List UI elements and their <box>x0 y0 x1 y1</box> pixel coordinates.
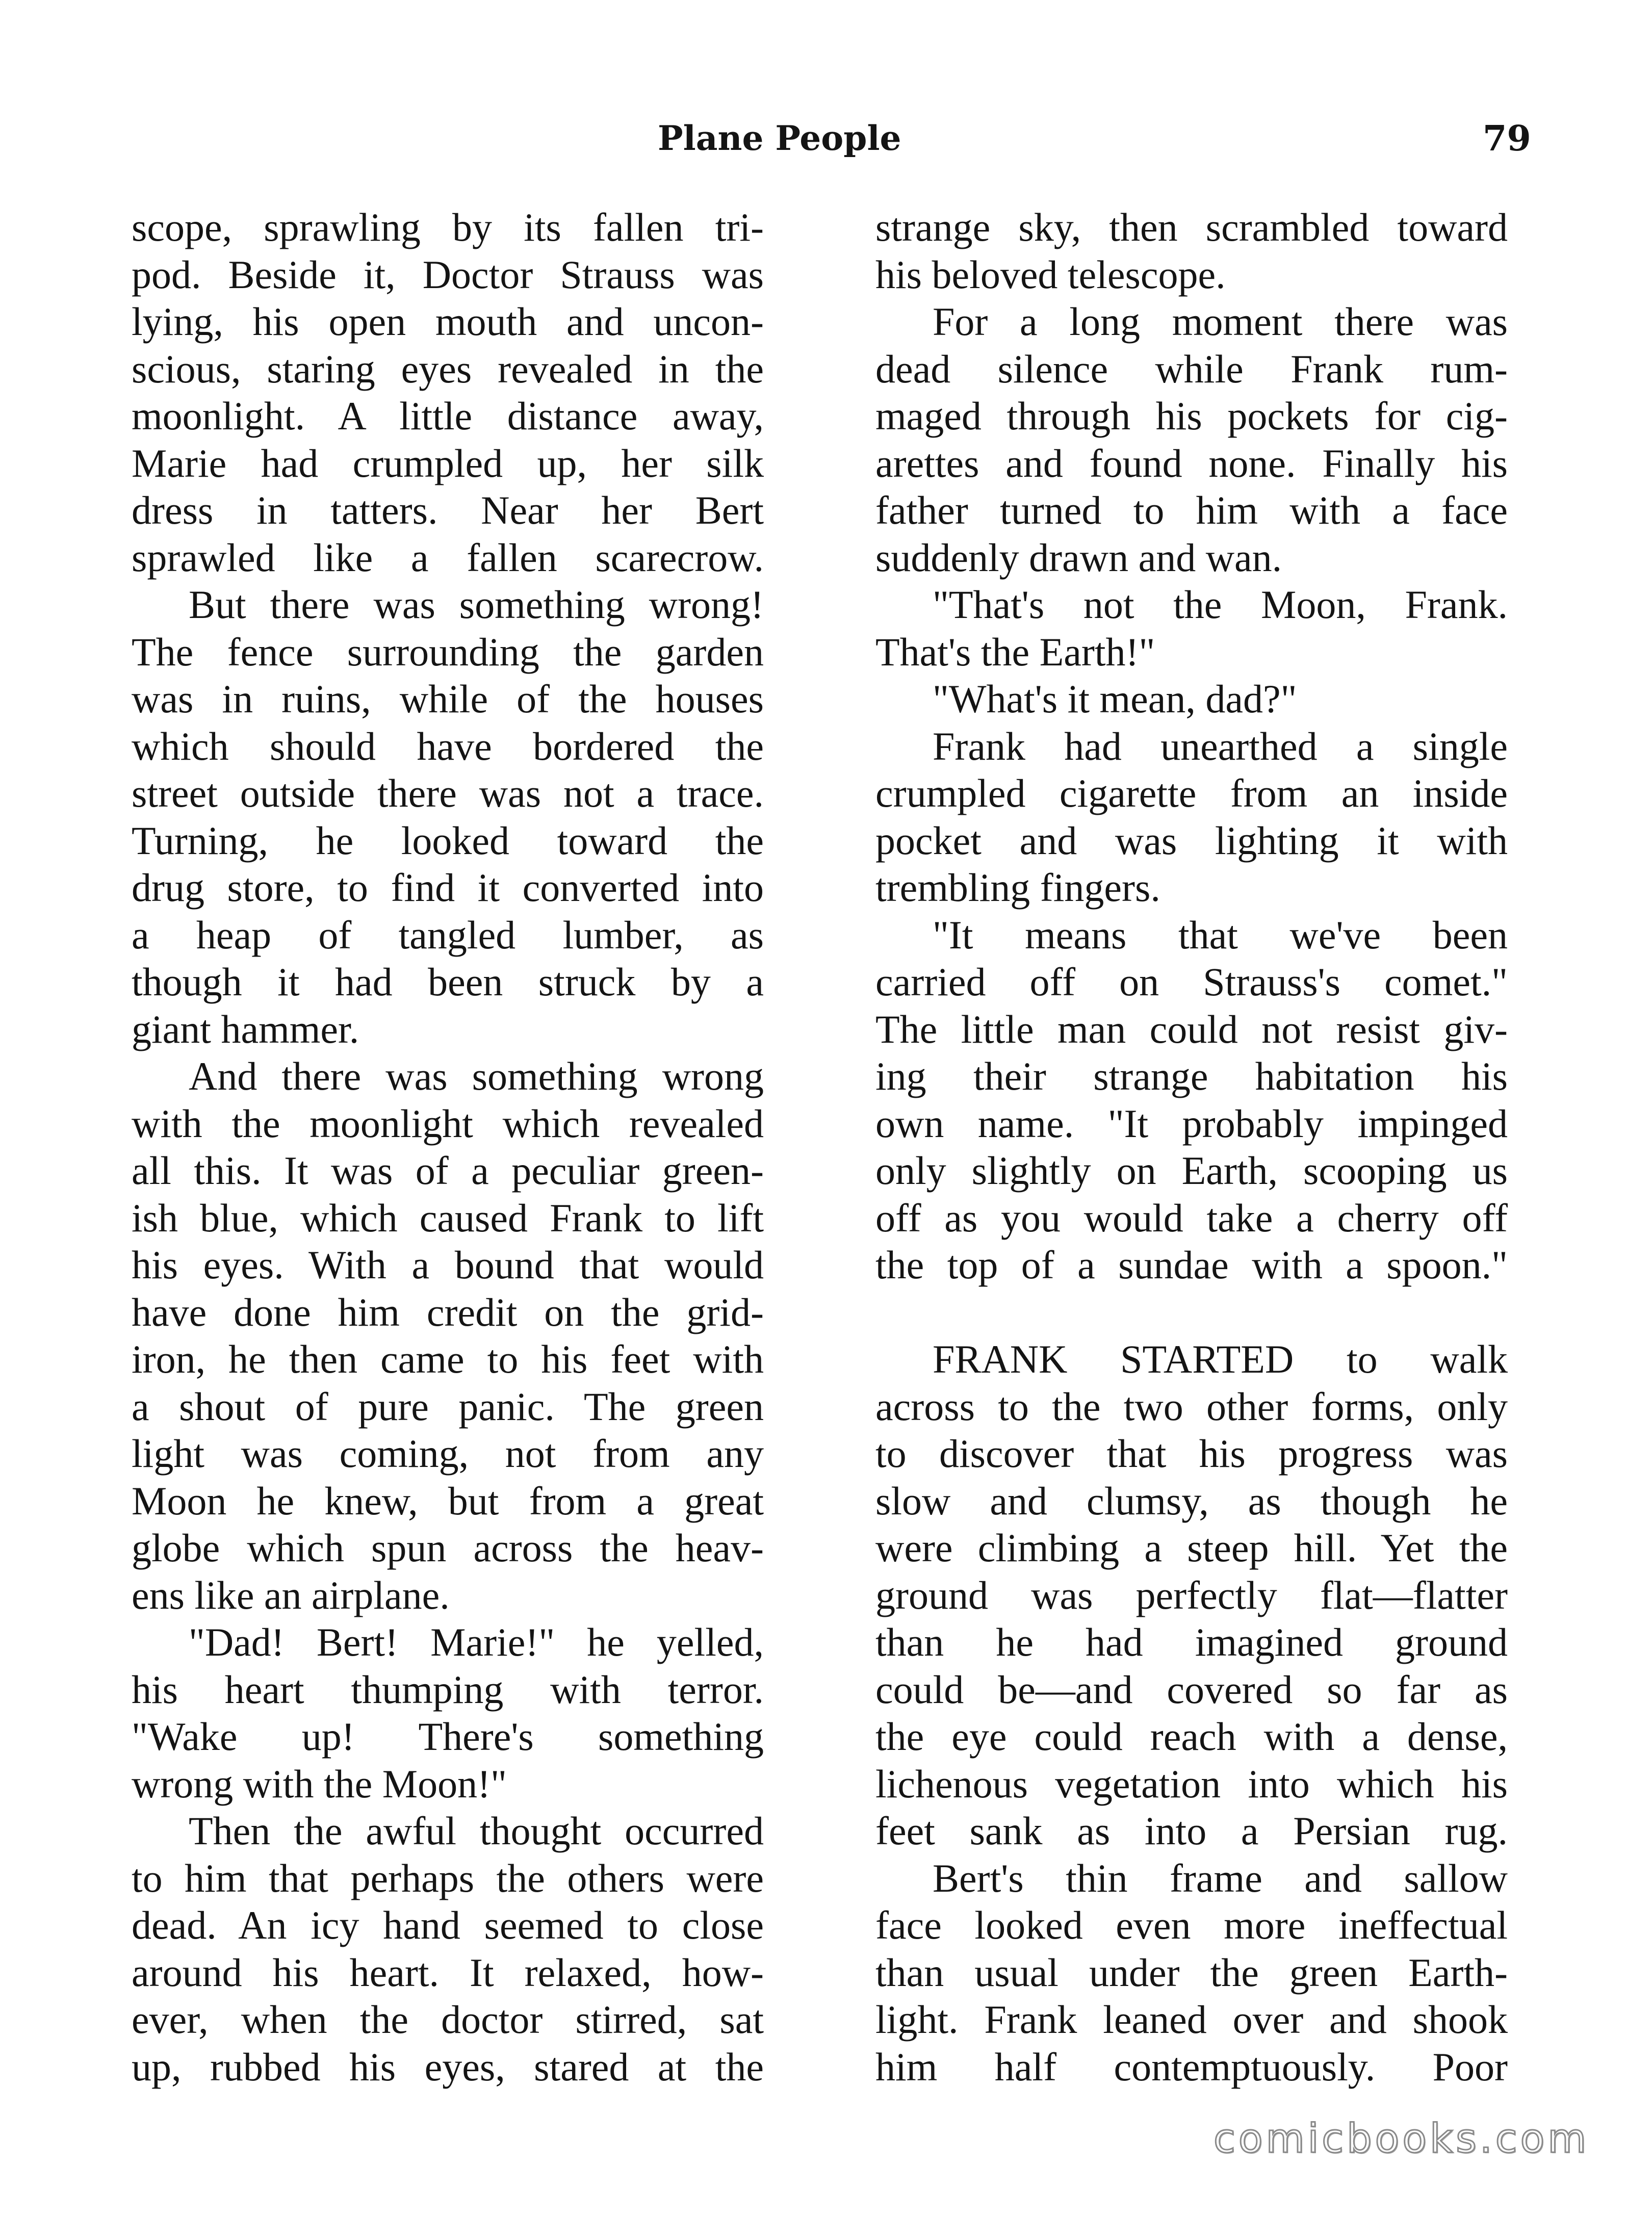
text-line: face looked even more ineffectual <box>875 1903 1508 1947</box>
text-line: dead silence while Frank rum- <box>875 346 1508 391</box>
text-line: across to the two other forms, only <box>875 1384 1508 1429</box>
text-line: than he had imagined ground <box>875 1620 1508 1664</box>
text-line: sprawled like a fallen scarecrow. <box>132 535 764 580</box>
text-line: up, rubbed his eyes, stared at the <box>132 2044 764 2089</box>
left-text-column <box>132 204 764 2091</box>
paragraph-start-line: Bert's thin frame and sallow <box>933 1855 1508 1900</box>
text-line: than usual under the green Earth- <box>875 1950 1508 1995</box>
text-line: arettes and found none. Finally his <box>875 441 1508 485</box>
text-line: lying, his open mouth and uncon- <box>132 299 764 344</box>
text-line: was in ruins, while of the houses <box>132 677 764 721</box>
right-text-column <box>875 204 1508 2091</box>
paragraph-start-line: But there was something wrong! <box>189 582 764 627</box>
text-line: street outside there was not a trace. <box>132 771 764 815</box>
text-line: were climbing a steep hill. Yet the <box>875 1526 1508 1570</box>
paragraph-end-line: That's the Earth!" <box>875 629 1155 674</box>
paragraph-start-line: "What's it mean, dad?" <box>933 677 1297 721</box>
text-line: a heap of tangled lumber, as <box>132 912 764 957</box>
text-line: off as you would take a cherry off <box>875 1195 1508 1240</box>
text-line: scious, staring eyes revealed in the <box>132 346 764 391</box>
paragraph-start-line: "That's not the Moon, Frank. <box>933 582 1508 627</box>
section-break <box>875 1289 1508 1336</box>
paragraph-start-line: "It means that we've been <box>933 912 1508 957</box>
paragraph-start-line: For a long moment there was <box>933 299 1508 344</box>
paragraph-end-line: suddenly drawn and wan. <box>875 535 1282 580</box>
text-line: The little man could not resist giv- <box>875 1007 1508 1051</box>
text-line: his heart thumping with terror. <box>132 1667 764 1712</box>
text-line: ish blue, which caused Frank to lift <box>132 1195 764 1240</box>
text-line: father turned to him with a face <box>875 488 1508 532</box>
text-line: scope, sprawling by its fallen tri- <box>132 205 764 249</box>
paragraph-start-line: Then the awful thought occurred <box>189 1809 764 1853</box>
text-line: feet sank as into a Persian rug. <box>875 1809 1508 1853</box>
text-line: drug store, to find it converted into <box>132 865 764 910</box>
text-line: all this. It was of a peculiar green- <box>132 1148 764 1193</box>
text-line: dress in tatters. Near her Bert <box>132 488 764 532</box>
paragraph-end-line: his beloved telescope. <box>875 252 1226 297</box>
text-line: maged through his pockets for cig- <box>875 394 1508 438</box>
text-line: moonlight. A little distance away, <box>132 394 764 438</box>
text-line: to him that perhaps the others were <box>132 1855 764 1900</box>
text-line: iron, he then came to his feet with <box>132 1337 764 1381</box>
text-line: around his heart. It relaxed, how- <box>132 1950 764 1995</box>
text-line: have done him credit on the grid- <box>132 1289 764 1334</box>
text-line: the top of a sundae with a spoon." <box>875 1243 1508 1287</box>
text-line: to discover that his progress was <box>875 1431 1508 1476</box>
text-line: dead. An icy hand seemed to close <box>132 1903 764 1947</box>
text-line: lichenous vegetation into which his <box>875 1761 1508 1806</box>
text-line: with the moonlight which revealed <box>132 1101 764 1146</box>
text-line: only slightly on Earth, scooping us <box>875 1148 1508 1193</box>
text-line: The fence surrounding the garden <box>132 629 764 674</box>
text-line: could be—and covered so far as <box>875 1667 1508 1712</box>
text-line: "Wake up! There's something <box>132 1714 764 1759</box>
paragraph-end-line: trembling fingers. <box>875 865 1160 910</box>
text-line: pod. Beside it, Doctor Strauss was <box>132 252 764 297</box>
paragraph-start-line: And there was something wrong <box>189 1054 764 1098</box>
text-line: slow and clumsy, as though he <box>875 1478 1508 1523</box>
page-number: 79 <box>1483 118 1531 159</box>
paragraph-start-line: "Dad! Bert! Marie!" he yelled, <box>189 1620 764 1664</box>
text-line: ever, when the doctor stirred, sat <box>132 1997 764 2042</box>
text-line: Moon he knew, but from a great <box>132 1478 764 1523</box>
text-line: the eye could reach with a dense, <box>875 1714 1508 1759</box>
text-line: strange sky, then scrambled toward <box>875 205 1508 249</box>
text-line: ing their strange habitation his <box>875 1054 1508 1098</box>
text-line: Marie had crumpled up, her silk <box>132 441 764 485</box>
text-line: globe which spun across the heav- <box>132 1526 764 1570</box>
text-line: own name. "It probably impinged <box>875 1101 1508 1146</box>
section-start-line: FRANK STARTED to walk <box>933 1337 1508 1381</box>
paragraph-end-line: wrong with the Moon!" <box>132 1761 507 1806</box>
text-line: pocket and was lighting it with <box>875 818 1508 863</box>
running-head-title: Plane People <box>658 118 901 158</box>
text-line: Turning, he looked toward the <box>132 818 764 863</box>
paragraph-end-line: giant hammer. <box>132 1007 359 1051</box>
text-line: light. Frank leaned over and shook <box>875 1997 1508 2042</box>
text-line: his eyes. With a bound that would <box>132 1243 764 1287</box>
text-line: a shout of pure panic. The green <box>132 1384 764 1429</box>
paragraph-start-line: Frank had unearthed a single <box>933 724 1508 768</box>
text-line: which should have bordered the <box>132 724 764 768</box>
text-line: him half contemptuously. Poor <box>875 2044 1508 2089</box>
text-line: ground was perfectly flat—flatter <box>875 1572 1508 1617</box>
text-line: though it had been struck by a <box>132 960 764 1004</box>
watermark-logo: comicbooks.com <box>1214 2116 1590 2162</box>
text-line: crumpled cigarette from an inside <box>875 771 1508 815</box>
text-line: carried off on Strauss's comet." <box>875 960 1508 1004</box>
text-line: light was coming, not from any <box>132 1431 764 1476</box>
paragraph-end-line: ens like an airplane. <box>132 1572 450 1617</box>
